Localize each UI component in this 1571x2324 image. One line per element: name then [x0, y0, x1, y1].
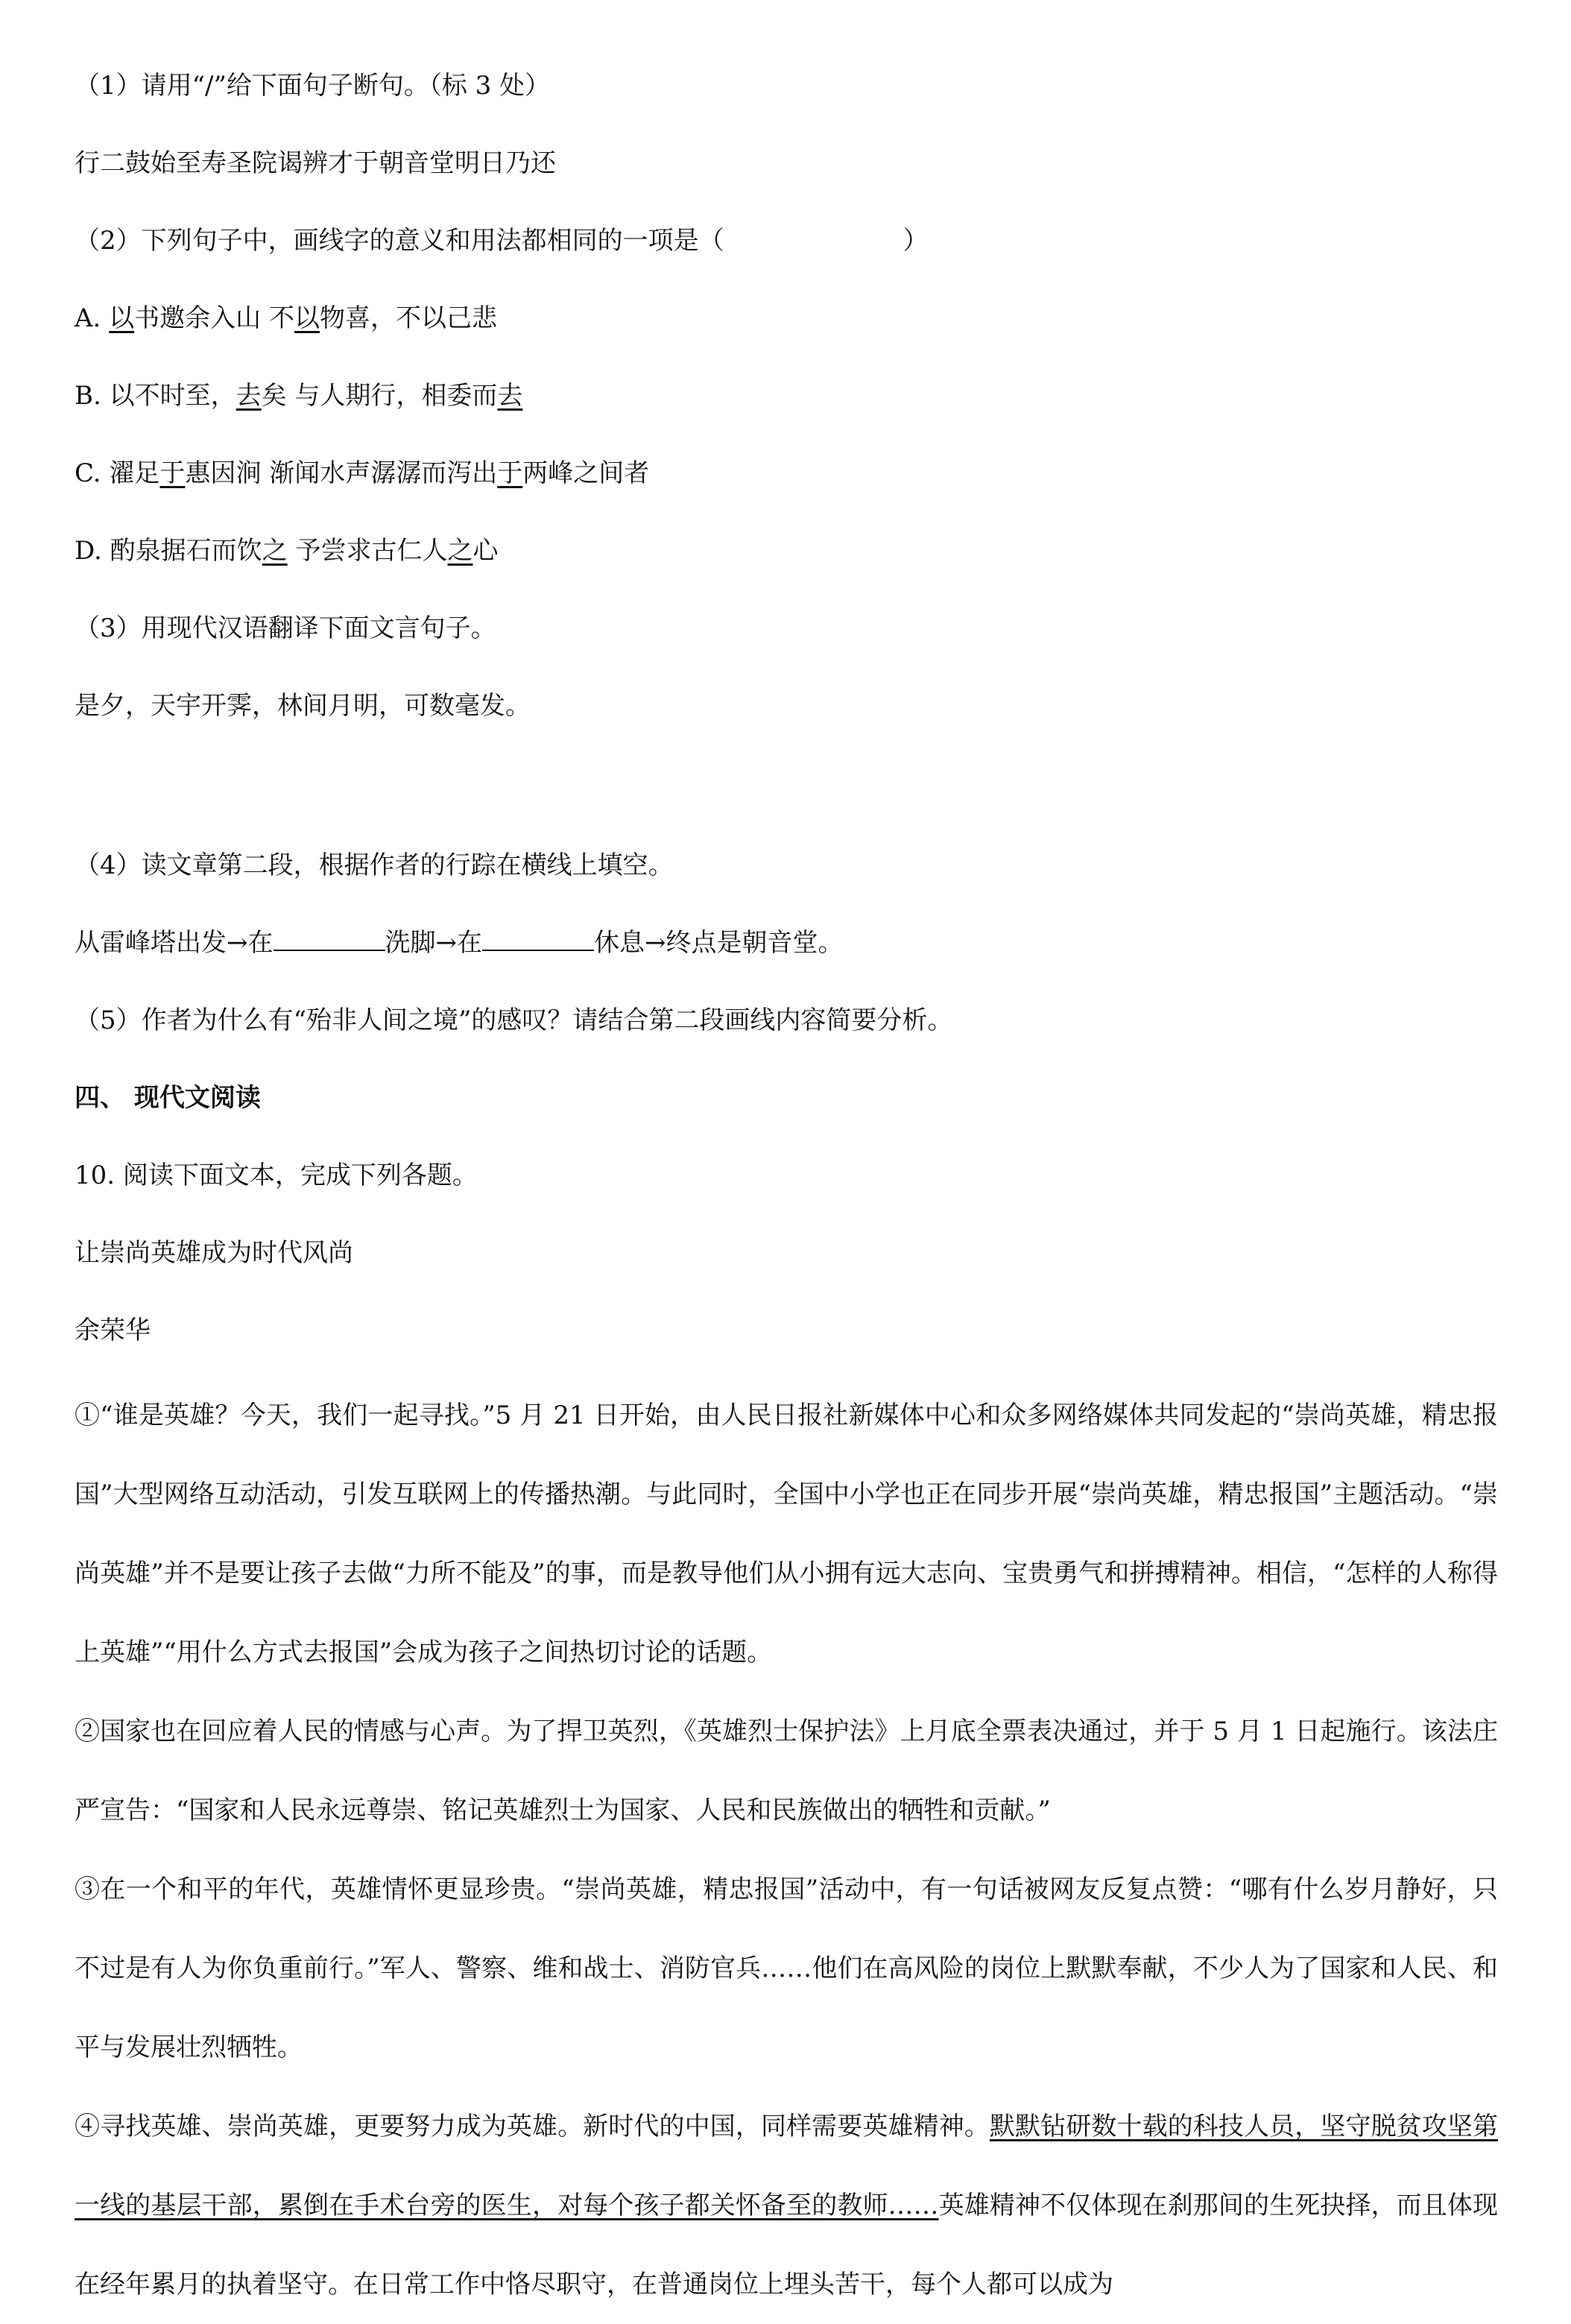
q9-3-sentence: 是夕，天宇开霁，林间月明，可数毫发。	[75, 691, 531, 721]
q9-2-prompt	[75, 224, 929, 258]
paragraph-4-underlined: 默默钻研数十载的科技人员，坚守脱贫攻坚第一线的基层干部，累倒在手术台旁的医生，对每个孩子都关怀备至的教师……	[75, 2112, 1499, 2220]
paragraph-4-text: 英雄精神不仅体现在刹那间的生死抉择，而且体现在经年累月的执着坚守。在日常工作中恪尽职守，在普通岗位上埋头苦干，每个人都可以成为	[75, 2191, 1499, 2299]
underlined-char: 以	[109, 303, 135, 333]
article-title: 让崇尚英雄成为时代风尚	[75, 1238, 353, 1268]
fill-blank[interactable]	[482, 927, 594, 951]
q9-2-prompt-close: ）	[903, 226, 929, 256]
option-text: 矣 与人期行，相委而	[261, 381, 498, 411]
q9-3-prompt: （3）用现代汉语翻译下面文言句子。	[75, 613, 496, 643]
q10-intro: 10. 阅读下面文本，完成下列各题。	[75, 1161, 478, 1190]
q9-2-prompt-text: （2）下列句子中，画线字的意义和用法都相同的一项是（	[75, 226, 724, 256]
option-c	[75, 456, 649, 490]
section-heading: 四、 现代文阅读	[75, 1083, 261, 1113]
q9-1-sentence: 行二鼓始至寿圣院谒辨才于朝音堂明日乃还	[75, 148, 556, 178]
option-text: 惠因涧 渐闻水声潺潺而泻出	[185, 458, 498, 488]
option-text: 心	[472, 536, 499, 566]
paragraph-4-text: ④寻找英雄、崇尚英雄，更要努力成为英雄。新时代的中国，同样需要英雄精神。	[75, 2112, 990, 2141]
option-text: 物喜，不以己悲	[319, 303, 497, 333]
option-label: C.	[75, 458, 110, 488]
option-a	[75, 301, 497, 335]
underlined-char: 去	[497, 381, 523, 411]
option-label: A.	[75, 303, 110, 333]
paragraph-1: ①“谁是英雄？今天，我们一起寻找。”5 月 21 日开始，由人民日报社新媒体中心和众多网络媒体共同发起的“崇尚英雄，精忠报国”大型网络互动活动，引发互联网上的传播热潮。与此同时，全国中小学也正在同步开展“崇尚英雄，精忠报国”主题活动。“崇尚英雄”并不是要让孩子去做“力所不能及”的事，而是教导他们从小拥有远大志向、宝贵勇气和拼搏精神。相信，“怎样的人称得上英雄”“用什么方式去报国”会成为孩子之间热切讨论的话题。	[75, 1401, 1498, 1667]
option-d	[75, 534, 498, 568]
q9-4-fill	[75, 926, 844, 960]
paragraph-3: ③在一个和平的年代，英雄情怀更显珍贵。“崇尚英雄，精忠报国”活动中，有一句话被网友反复点赞：“哪有什么岁月静好，只不过是有人为你负重前行。”军人、警察、维和战士、消防官兵……他们在高风险的岗位上默默奉献，不少人为了国家和人民、和平与发展壮烈牺牲。	[75, 1875, 1498, 2062]
underlined-char: 去	[236, 381, 262, 411]
option-label: D.	[75, 536, 110, 566]
fill-blank[interactable]	[274, 927, 385, 951]
article-author: 余荣华	[75, 1316, 151, 1345]
underlined-char: 以	[294, 303, 320, 333]
paragraph-2: ②国家也在回应着人民的情感与心声。为了捍卫英烈，《英雄烈士保护法》上月底全票表决通过，并于 5 月 1 日起施行。该法庄严宣告：“国家和人民永远尊崇、铭记英雄烈士为国家、人民和民族做出的牺牲和贡献。”	[75, 1717, 1498, 1825]
underlined-char: 之	[262, 536, 288, 566]
q9-4-prompt: （4）读文章第二段，根据作者的行踪在横线上填空。	[75, 850, 674, 880]
option-text: 书邀余入山 不	[134, 303, 294, 333]
underlined-char: 于	[159, 458, 186, 488]
option-text: 以不时至，	[109, 381, 236, 411]
q9-5-prompt: （5）作者为什么有“殆非人间之境”的感叹？请结合第二段画线内容简要分析。	[75, 1005, 953, 1035]
option-label: B.	[75, 381, 110, 411]
paragraph-4	[75, 2087, 1499, 2299]
option-text: 濯足	[109, 458, 160, 488]
underlined-char: 之	[447, 536, 473, 566]
q9-1-prompt: （1）请用“/”给下面句子断句。（标 3 处）	[75, 71, 551, 101]
option-text: 两峰之间者	[522, 458, 650, 488]
option-text: 予尝求古仁人	[287, 536, 448, 566]
option-text: 酌泉据石而饮	[110, 536, 262, 566]
fill-text: 洗脚→在	[385, 928, 482, 958]
option-b	[75, 379, 522, 413]
fill-text: 休息→终点是朝音堂。	[594, 928, 844, 958]
underlined-char: 于	[497, 458, 523, 488]
fill-text: 从雷峰塔出发→在	[75, 928, 274, 958]
